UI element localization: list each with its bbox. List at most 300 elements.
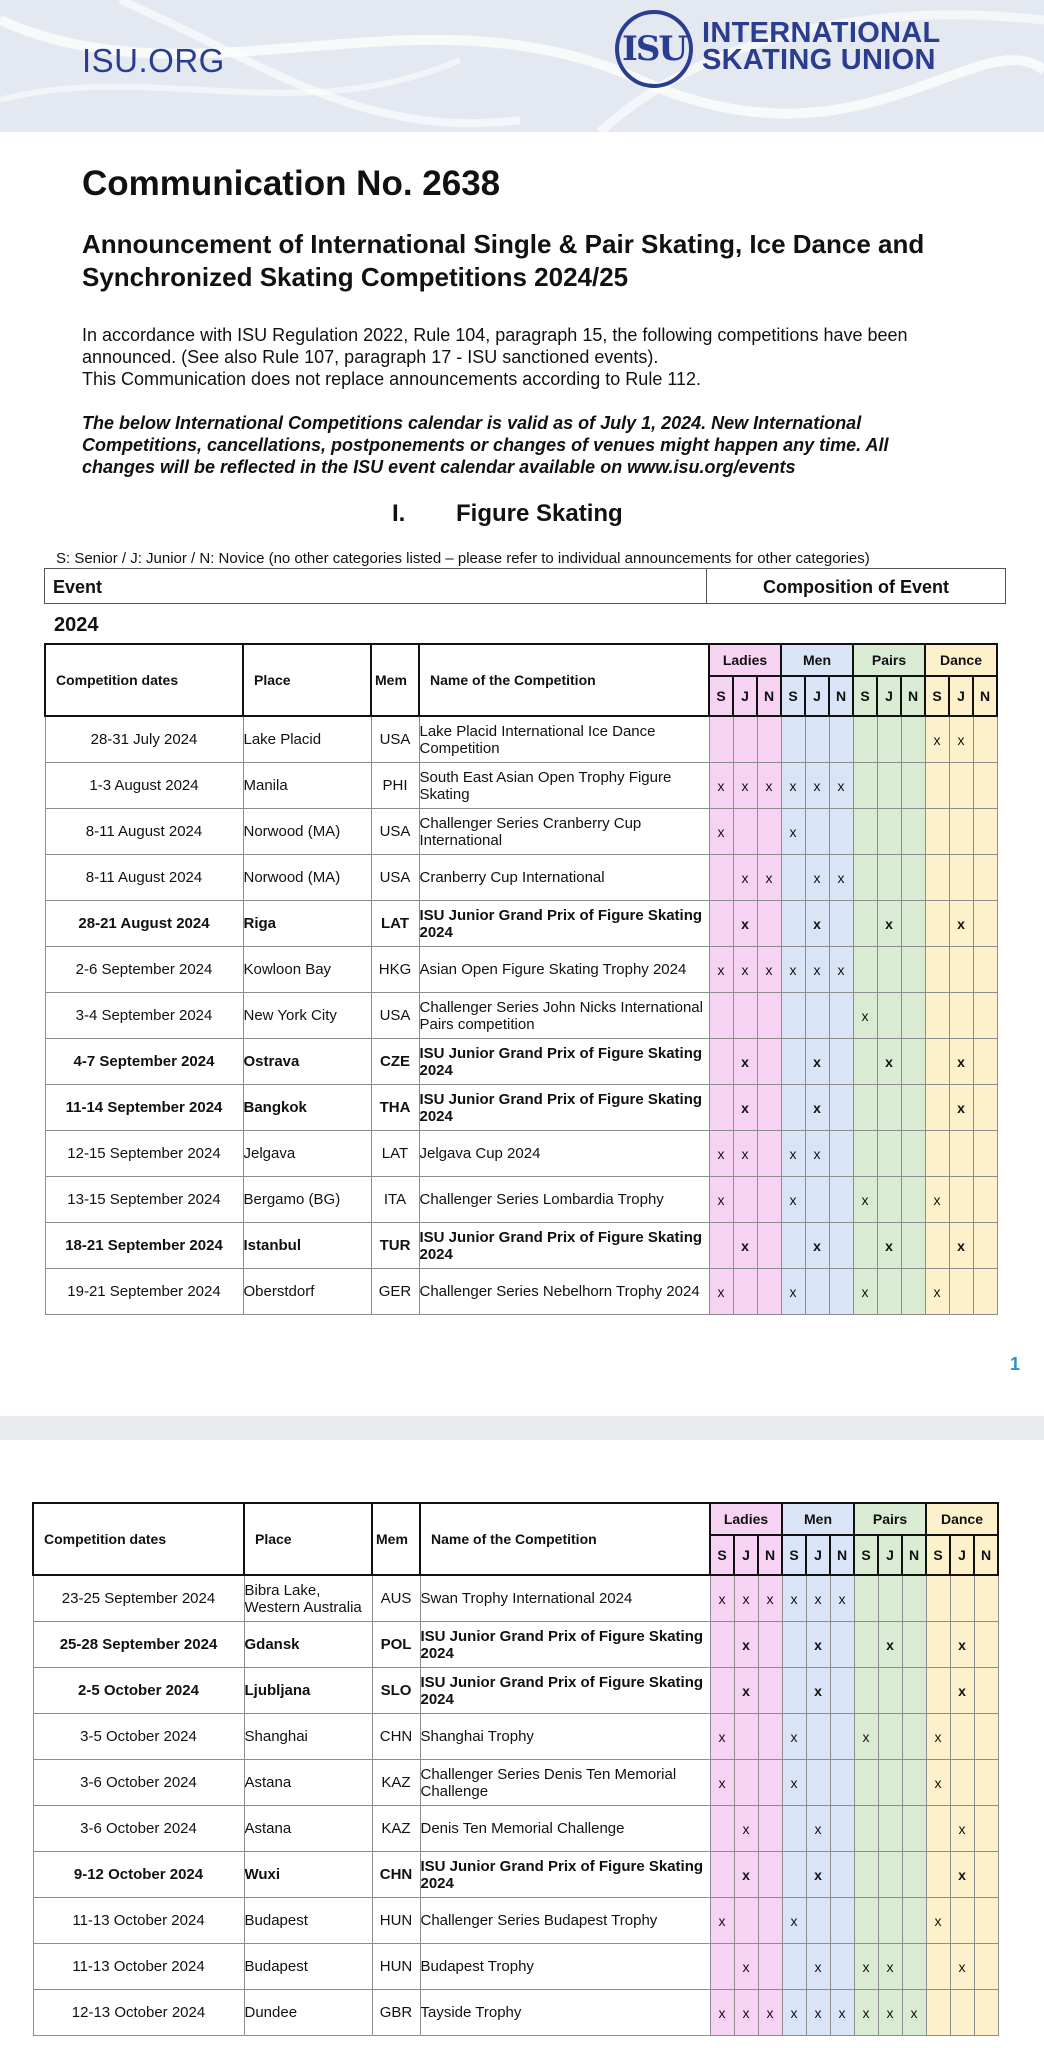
cell-category-mark bbox=[854, 1898, 878, 1944]
header-sub-pairs-s: S bbox=[853, 676, 877, 716]
cell-category-mark bbox=[926, 1622, 950, 1668]
cell-category-mark bbox=[830, 1668, 854, 1714]
table-row bbox=[33, 1806, 998, 1852]
cell-competition-name: Tayside Trophy bbox=[420, 1990, 710, 2036]
cell-competition-name: ISU Junior Grand Prix of Figure Skating 2024 bbox=[419, 1223, 709, 1269]
cell-member: PHI bbox=[371, 763, 419, 809]
cell-category-mark bbox=[709, 716, 733, 763]
cell-category-mark bbox=[829, 1269, 853, 1315]
cell-competition-name: ISU Junior Grand Prix of Figure Skating 2024 bbox=[419, 1039, 709, 1085]
cell-competition-name: Challenger Series John Nicks International Pairs competition bbox=[419, 993, 709, 1039]
cell-category-mark bbox=[950, 1990, 974, 2036]
cell-category-mark bbox=[901, 1131, 925, 1177]
cell-member: LAT bbox=[371, 901, 419, 947]
cell-category-mark: x bbox=[950, 1668, 974, 1714]
cell-place: Budapest bbox=[244, 1898, 372, 1944]
cell-category-mark bbox=[902, 1622, 926, 1668]
cell-dates: 1-3 August 2024 bbox=[45, 763, 243, 809]
header-sub-dance-s: S bbox=[925, 676, 949, 716]
cell-category-mark bbox=[781, 1085, 805, 1131]
cell-dates: 11-14 September 2024 bbox=[45, 1085, 243, 1131]
cell-place: Bangkok bbox=[243, 1085, 371, 1131]
cell-category-mark: x bbox=[782, 1760, 806, 1806]
cell-category-mark: x bbox=[854, 1990, 878, 2036]
cell-category-mark bbox=[829, 1177, 853, 1223]
cell-category-mark bbox=[902, 1668, 926, 1714]
cell-category-mark bbox=[757, 901, 781, 947]
competition-table-1 bbox=[44, 643, 998, 1315]
cell-category-mark bbox=[758, 1852, 782, 1898]
table-row bbox=[45, 763, 997, 809]
cell-category-mark bbox=[877, 1131, 901, 1177]
cell-category-mark bbox=[854, 1575, 878, 1622]
cell-category-mark bbox=[926, 1852, 950, 1898]
cell-category-mark bbox=[709, 1223, 733, 1269]
logo-wordmark bbox=[702, 17, 941, 76]
cell-category-mark: x bbox=[877, 1223, 901, 1269]
cell-competition-name: Asian Open Figure Skating Trophy 2024 bbox=[419, 947, 709, 993]
cell-category-mark bbox=[830, 1714, 854, 1760]
cell-competition-name: Cranberry Cup International bbox=[419, 855, 709, 901]
header-sub-men-j: J bbox=[806, 1535, 830, 1575]
table-row bbox=[33, 1622, 998, 1668]
cell-dates: 28-31 July 2024 bbox=[45, 716, 243, 763]
cell-category-mark bbox=[973, 855, 997, 901]
cell-category-mark: x bbox=[949, 901, 973, 947]
cell-member: ITA bbox=[371, 1177, 419, 1223]
cell-category-mark: x bbox=[733, 1039, 757, 1085]
header-sub-pairs-n: N bbox=[902, 1535, 926, 1575]
event-label: Event bbox=[53, 577, 103, 597]
cell-category-mark bbox=[902, 1575, 926, 1622]
cell-category-mark: x bbox=[806, 1575, 830, 1622]
cell-category-mark bbox=[733, 716, 757, 763]
cell-category-mark: x bbox=[781, 1131, 805, 1177]
cell-category-mark: x bbox=[925, 716, 949, 763]
cell-category-mark bbox=[782, 1622, 806, 1668]
cell-member: HUN bbox=[372, 1944, 420, 1990]
cell-category-mark bbox=[901, 1039, 925, 1085]
table-row bbox=[33, 1575, 998, 1622]
cell-member: TUR bbox=[371, 1223, 419, 1269]
cell-category-mark bbox=[950, 1714, 974, 1760]
cell-category-mark bbox=[973, 1039, 997, 1085]
table-row bbox=[45, 716, 997, 763]
header-place: Place bbox=[244, 1503, 372, 1575]
cell-category-mark: x bbox=[806, 1990, 830, 2036]
cell-member: THA bbox=[371, 1085, 419, 1131]
cell-member: CZE bbox=[371, 1039, 419, 1085]
cell-category-mark bbox=[710, 1668, 734, 1714]
cell-category-mark bbox=[781, 993, 805, 1039]
cell-dates: 2-5 October 2024 bbox=[33, 1668, 244, 1714]
cell-category-mark: x bbox=[877, 1039, 901, 1085]
cell-member: KAZ bbox=[372, 1806, 420, 1852]
announcement-subtitle: Announcement of International Single & Pair Skating, Ice Dance and Synchronized Skating Competitions 2024/25 bbox=[82, 229, 925, 292]
cell-member: HUN bbox=[372, 1898, 420, 1944]
header-sub-ladies-s: S bbox=[710, 1535, 734, 1575]
cell-category-mark: x bbox=[734, 1990, 758, 2036]
cell-category-mark bbox=[830, 1760, 854, 1806]
cell-category-mark bbox=[877, 763, 901, 809]
year-heading: 2024 bbox=[54, 614, 99, 636]
cell-place: Norwood (MA) bbox=[243, 855, 371, 901]
cell-place: Bibra Lake, Western Australia bbox=[244, 1575, 372, 1622]
cell-category-mark bbox=[853, 1223, 877, 1269]
cell-category-mark bbox=[949, 1177, 973, 1223]
cell-category-mark: x bbox=[710, 1898, 734, 1944]
cell-category-mark bbox=[878, 1714, 902, 1760]
cell-category-mark: x bbox=[733, 855, 757, 901]
cell-competition-name: South East Asian Open Trophy Figure Skating bbox=[419, 763, 709, 809]
cell-category-mark: x bbox=[806, 1806, 830, 1852]
cell-category-mark: x bbox=[734, 1944, 758, 1990]
cell-competition-name: Lake Placid International Ice Dance Competition bbox=[419, 716, 709, 763]
cell-category-mark bbox=[830, 1944, 854, 1990]
cell-category-mark bbox=[950, 1898, 974, 1944]
cell-category-mark: x bbox=[709, 763, 733, 809]
cell-category-mark: x bbox=[926, 1760, 950, 1806]
table-row bbox=[45, 809, 997, 855]
intro-paragraph-2: This Communication does not replace announcements according to Rule 112. bbox=[82, 369, 702, 389]
cell-dates: 3-4 September 2024 bbox=[45, 993, 243, 1039]
cell-category-mark bbox=[925, 1085, 949, 1131]
cell-category-mark bbox=[829, 993, 853, 1039]
header-sub-ladies-n: N bbox=[758, 1535, 782, 1575]
cell-category-mark bbox=[926, 1806, 950, 1852]
cell-member: POL bbox=[372, 1622, 420, 1668]
cell-category-mark bbox=[901, 1085, 925, 1131]
cell-competition-name: Jelgava Cup 2024 bbox=[419, 1131, 709, 1177]
cell-category-mark bbox=[757, 1269, 781, 1315]
cell-category-mark: x bbox=[805, 947, 829, 993]
cell-competition-name: ISU Junior Grand Prix of Figure Skating 2024 bbox=[420, 1622, 710, 1668]
cell-place: Astana bbox=[244, 1806, 372, 1852]
cell-category-mark: x bbox=[781, 1269, 805, 1315]
cell-category-mark bbox=[949, 947, 973, 993]
cell-category-mark bbox=[710, 1622, 734, 1668]
section-heading bbox=[392, 500, 623, 528]
cell-category-mark bbox=[758, 1806, 782, 1852]
header-sub-men-n: N bbox=[830, 1535, 854, 1575]
header-sub-men-s: S bbox=[781, 676, 805, 716]
table-row bbox=[45, 901, 997, 947]
cell-dates: 12-13 October 2024 bbox=[33, 1990, 244, 2036]
cell-category-mark bbox=[734, 1760, 758, 1806]
cell-place: Ostrava bbox=[243, 1039, 371, 1085]
cell-category-mark: x bbox=[949, 1085, 973, 1131]
header-sub-pairs-n: N bbox=[901, 676, 925, 716]
cell-category-mark bbox=[782, 1668, 806, 1714]
cell-dates: 11-13 October 2024 bbox=[33, 1944, 244, 1990]
cell-category-mark: x bbox=[805, 1085, 829, 1131]
header-sub-dance-j: J bbox=[950, 1535, 974, 1575]
cell-category-mark bbox=[974, 1944, 998, 1990]
cell-category-mark bbox=[974, 1668, 998, 1714]
cell-category-mark bbox=[829, 1131, 853, 1177]
intro-paragraph-1: In accordance with ISU Regulation 2022, Rule 104, paragraph 15, the following competitions have been announced. (See also Rule 107, paragraph 17 - ISU sanctioned events). bbox=[82, 325, 908, 367]
cell-category-mark bbox=[709, 993, 733, 1039]
cell-category-mark bbox=[901, 763, 925, 809]
header-sub-dance-j: J bbox=[949, 676, 973, 716]
cell-category-mark: x bbox=[878, 1622, 902, 1668]
cell-place: Lake Placid bbox=[243, 716, 371, 763]
cell-category-mark: x bbox=[782, 1990, 806, 2036]
isu-logo bbox=[612, 8, 972, 90]
header-sub-pairs-s: S bbox=[854, 1535, 878, 1575]
cell-category-mark bbox=[781, 1039, 805, 1085]
header-group-men: Men bbox=[781, 644, 853, 676]
cell-category-mark bbox=[757, 809, 781, 855]
cell-category-mark bbox=[853, 809, 877, 855]
category-legend: S: Senior / J: Junior / N: Novice (no other categories listed – please refer to individual announcements for other categories) bbox=[56, 550, 870, 567]
cell-category-mark: x bbox=[709, 1131, 733, 1177]
cell-category-mark bbox=[877, 1269, 901, 1315]
cell-category-mark bbox=[902, 1898, 926, 1944]
cell-category-mark bbox=[733, 993, 757, 1039]
cell-category-mark bbox=[949, 1269, 973, 1315]
cell-category-mark bbox=[758, 1944, 782, 1990]
section-title: Figure Skating bbox=[456, 500, 623, 527]
cell-category-mark: x bbox=[950, 1622, 974, 1668]
cell-place: Oberstdorf bbox=[243, 1269, 371, 1315]
table-row bbox=[45, 1085, 997, 1131]
cell-category-mark: x bbox=[781, 1177, 805, 1223]
cell-category-mark bbox=[973, 947, 997, 993]
cell-place: Bergamo (BG) bbox=[243, 1177, 371, 1223]
cell-dates: 19-21 September 2024 bbox=[45, 1269, 243, 1315]
cell-category-mark bbox=[878, 1898, 902, 1944]
cell-category-mark bbox=[877, 1085, 901, 1131]
cell-category-mark bbox=[974, 1806, 998, 1852]
cell-category-mark bbox=[709, 1039, 733, 1085]
cell-category-mark bbox=[973, 763, 997, 809]
cell-category-mark bbox=[758, 1760, 782, 1806]
cell-category-mark bbox=[781, 855, 805, 901]
table-row bbox=[45, 1131, 997, 1177]
cell-category-mark bbox=[973, 1131, 997, 1177]
cell-category-mark bbox=[733, 809, 757, 855]
cell-category-mark bbox=[902, 1852, 926, 1898]
table-row bbox=[45, 1269, 997, 1315]
cell-category-mark bbox=[926, 1944, 950, 1990]
cell-category-mark bbox=[973, 1177, 997, 1223]
cell-category-mark bbox=[878, 1760, 902, 1806]
cell-category-mark bbox=[974, 1760, 998, 1806]
cell-category-mark: x bbox=[902, 1990, 926, 2036]
cell-category-mark bbox=[829, 1039, 853, 1085]
cell-category-mark: x bbox=[830, 1575, 854, 1622]
cell-dates: 28-21 August 2024 bbox=[45, 901, 243, 947]
cell-category-mark bbox=[878, 1806, 902, 1852]
page-number: 1 bbox=[1010, 1354, 1021, 1374]
cell-category-mark: x bbox=[805, 1223, 829, 1269]
header-place: Place bbox=[243, 644, 371, 716]
cell-competition-name: Challenger Series Nebelhorn Trophy 2024 bbox=[419, 1269, 709, 1315]
cell-place: Norwood (MA) bbox=[243, 809, 371, 855]
header-sub-men-n: N bbox=[829, 676, 853, 716]
cell-category-mark bbox=[925, 763, 949, 809]
table-row bbox=[45, 947, 997, 993]
cell-category-mark bbox=[950, 1760, 974, 1806]
communication-title: Communication No. 2638 bbox=[82, 164, 501, 203]
header-sub-men-j: J bbox=[805, 676, 829, 716]
cell-place: Astana bbox=[244, 1760, 372, 1806]
cell-category-mark bbox=[973, 1269, 997, 1315]
header-competition-dates: Competition dates bbox=[45, 644, 243, 716]
cell-competition-name: ISU Junior Grand Prix of Figure Skating 2024 bbox=[419, 901, 709, 947]
cell-category-mark: x bbox=[925, 1177, 949, 1223]
table-row bbox=[45, 1223, 997, 1269]
composition-label: Composition of Event bbox=[763, 577, 949, 597]
cell-category-mark bbox=[782, 1852, 806, 1898]
header-competition-name: Name of the Competition bbox=[420, 1503, 710, 1575]
cell-category-mark: x bbox=[710, 1760, 734, 1806]
table-row bbox=[33, 1944, 998, 1990]
cell-category-mark bbox=[853, 1131, 877, 1177]
cell-category-mark: x bbox=[734, 1806, 758, 1852]
cell-category-mark bbox=[901, 809, 925, 855]
cell-category-mark bbox=[949, 993, 973, 1039]
table-row bbox=[45, 855, 997, 901]
cell-member: USA bbox=[371, 993, 419, 1039]
cell-place: Istanbul bbox=[243, 1223, 371, 1269]
cell-member: CHN bbox=[372, 1714, 420, 1760]
logo-line-2: SKATING UNION bbox=[702, 44, 936, 76]
cell-category-mark bbox=[926, 1668, 950, 1714]
cell-category-mark bbox=[974, 1714, 998, 1760]
cell-place: Ljubljana bbox=[244, 1668, 372, 1714]
cell-category-mark bbox=[974, 1575, 998, 1622]
header-sub-dance-n: N bbox=[973, 676, 997, 716]
table-row bbox=[33, 1668, 998, 1714]
cell-category-mark: x bbox=[758, 1575, 782, 1622]
cell-category-mark: x bbox=[710, 1990, 734, 2036]
cell-category-mark: x bbox=[830, 1990, 854, 2036]
cell-dates: 2-6 September 2024 bbox=[45, 947, 243, 993]
logo-line-1: INTERNATIONAL bbox=[702, 17, 941, 49]
cell-category-mark bbox=[757, 1085, 781, 1131]
cell-category-mark: x bbox=[781, 763, 805, 809]
header-competition-name: Name of the Competition bbox=[419, 644, 709, 716]
cell-category-mark bbox=[853, 947, 877, 993]
header-group-pairs: Pairs bbox=[854, 1503, 926, 1535]
table-row bbox=[33, 1852, 998, 1898]
cell-place: Dundee bbox=[244, 1990, 372, 2036]
cell-category-mark bbox=[901, 947, 925, 993]
cell-category-mark bbox=[757, 1177, 781, 1223]
cell-category-mark bbox=[973, 1223, 997, 1269]
cell-category-mark bbox=[853, 763, 877, 809]
cell-category-mark: x bbox=[854, 1714, 878, 1760]
cell-category-mark: x bbox=[950, 1852, 974, 1898]
cell-category-mark bbox=[709, 855, 733, 901]
cell-category-mark bbox=[829, 901, 853, 947]
cell-category-mark: x bbox=[877, 901, 901, 947]
cell-place: Shanghai bbox=[244, 1714, 372, 1760]
cell-member: GER bbox=[371, 1269, 419, 1315]
cell-category-mark bbox=[949, 809, 973, 855]
cell-category-mark bbox=[758, 1668, 782, 1714]
cell-category-mark bbox=[949, 855, 973, 901]
cell-dates: 3-5 October 2024 bbox=[33, 1714, 244, 1760]
cell-category-mark: x bbox=[949, 1223, 973, 1269]
cell-category-mark bbox=[925, 901, 949, 947]
cell-category-mark bbox=[757, 1223, 781, 1269]
cell-category-mark bbox=[830, 1806, 854, 1852]
cell-category-mark: x bbox=[782, 1714, 806, 1760]
cell-category-mark bbox=[853, 1039, 877, 1085]
cell-category-mark bbox=[854, 1760, 878, 1806]
cell-category-mark bbox=[853, 855, 877, 901]
header-sub-pairs-j: J bbox=[878, 1535, 902, 1575]
cell-category-mark bbox=[877, 1177, 901, 1223]
cell-member: GBR bbox=[372, 1990, 420, 2036]
cell-member: USA bbox=[371, 855, 419, 901]
cell-dates: 3-6 October 2024 bbox=[33, 1760, 244, 1806]
cell-category-mark bbox=[925, 1223, 949, 1269]
cell-place: Kowloon Bay bbox=[243, 947, 371, 993]
header-group-ladies: Ladies bbox=[710, 1503, 782, 1535]
cell-category-mark: x bbox=[805, 1039, 829, 1085]
cell-category-mark bbox=[709, 1085, 733, 1131]
cell-dates: 13-15 September 2024 bbox=[45, 1177, 243, 1223]
header-group-ladies: Ladies bbox=[709, 644, 781, 676]
cell-category-mark: x bbox=[805, 855, 829, 901]
cell-category-mark bbox=[853, 901, 877, 947]
cell-category-mark: x bbox=[806, 1944, 830, 1990]
cell-competition-name: Challenger Series Budapest Trophy bbox=[420, 1898, 710, 1944]
cell-category-mark bbox=[709, 901, 733, 947]
cell-category-mark bbox=[734, 1898, 758, 1944]
cell-place: Gdansk bbox=[244, 1622, 372, 1668]
event-header-box bbox=[44, 568, 1006, 604]
cell-category-mark bbox=[830, 1898, 854, 1944]
header-sub-men-s: S bbox=[782, 1535, 806, 1575]
site-link[interactable]: ISU.ORG bbox=[82, 42, 225, 79]
cell-category-mark bbox=[973, 993, 997, 1039]
cell-category-mark bbox=[901, 855, 925, 901]
header-sub-ladies-j: J bbox=[734, 1535, 758, 1575]
cell-category-mark bbox=[806, 1898, 830, 1944]
cell-category-mark bbox=[829, 716, 853, 763]
cell-category-mark bbox=[925, 947, 949, 993]
cell-category-mark: x bbox=[733, 1131, 757, 1177]
cell-category-mark bbox=[878, 1575, 902, 1622]
cell-category-mark bbox=[950, 1575, 974, 1622]
cell-category-mark bbox=[758, 1714, 782, 1760]
cell-category-mark: x bbox=[925, 1269, 949, 1315]
cell-category-mark bbox=[854, 1622, 878, 1668]
cell-competition-name: Shanghai Trophy bbox=[420, 1714, 710, 1760]
cell-category-mark bbox=[854, 1806, 878, 1852]
cell-category-mark bbox=[806, 1714, 830, 1760]
cell-category-mark: x bbox=[806, 1668, 830, 1714]
cell-place: Wuxi bbox=[244, 1852, 372, 1898]
section-number: I. bbox=[392, 500, 406, 527]
cell-member: AUS bbox=[372, 1575, 420, 1622]
cell-category-mark bbox=[710, 1806, 734, 1852]
cell-category-mark: x bbox=[805, 1131, 829, 1177]
cell-category-mark: x bbox=[733, 763, 757, 809]
cell-category-mark bbox=[782, 1944, 806, 1990]
cell-category-mark: x bbox=[709, 1269, 733, 1315]
cell-dates: 3-6 October 2024 bbox=[33, 1806, 244, 1852]
cell-category-mark: x bbox=[853, 993, 877, 1039]
header-group-pairs: Pairs bbox=[853, 644, 925, 676]
cell-category-mark bbox=[781, 1223, 805, 1269]
cell-category-mark bbox=[758, 1898, 782, 1944]
